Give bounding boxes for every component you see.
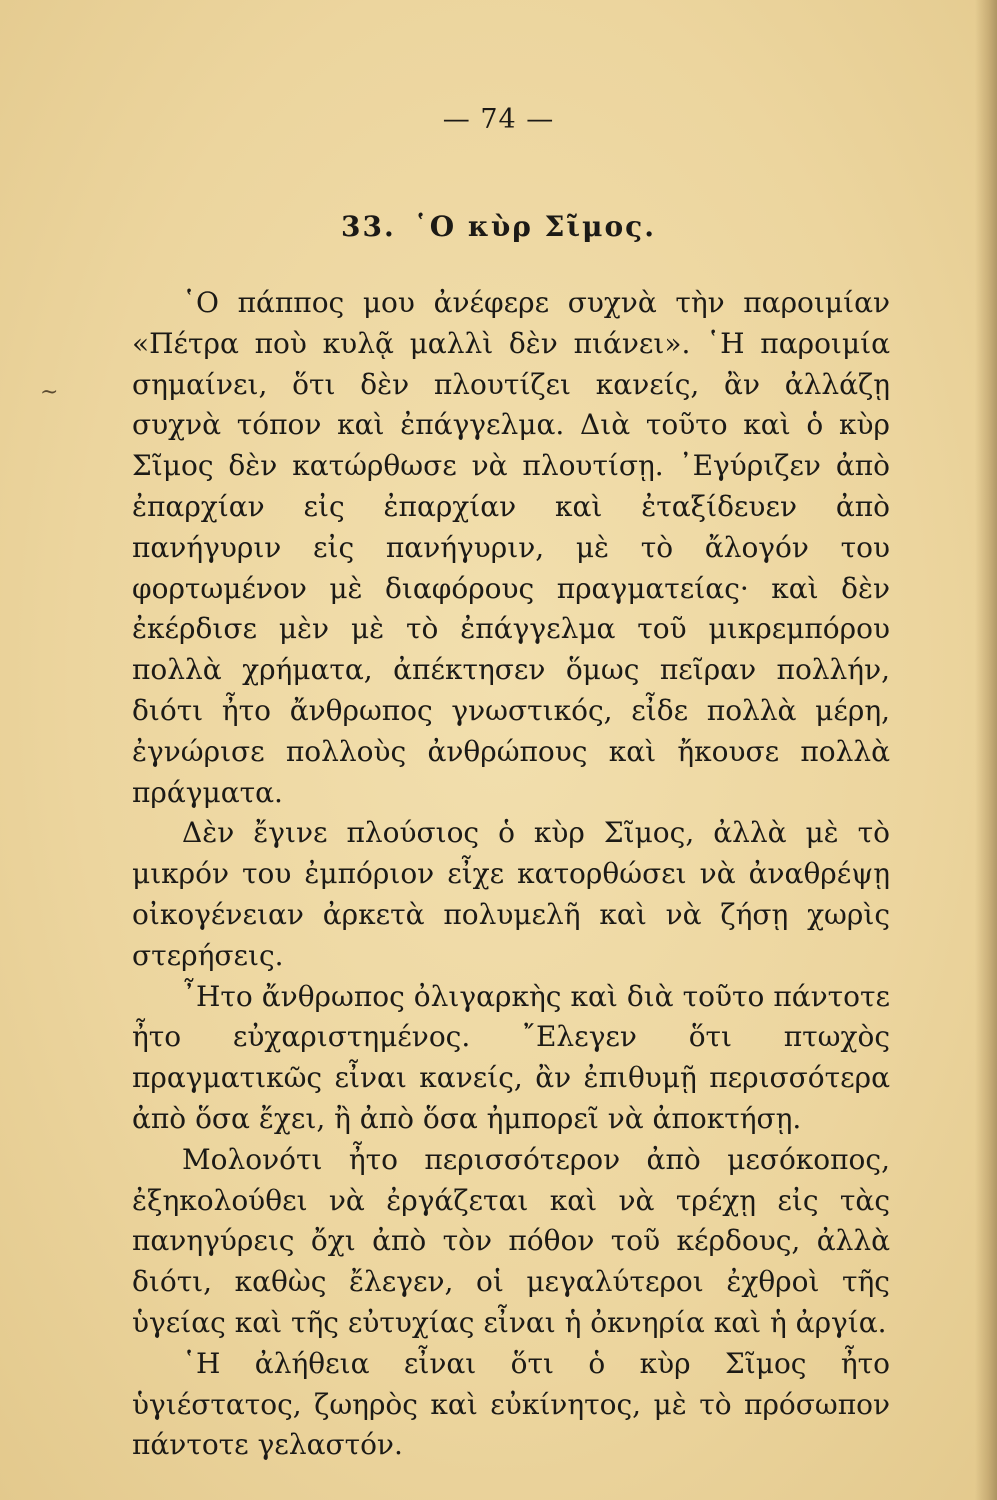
paragraph-5: ῾Η ἀλήθεια εἶναι ὅτι ὁ κὺρ Σῖμος ἦτο ὑγιέστατος, ζωηρὸς καὶ εὐκίνητος, μὲ τὸ πρόσωπον πάντοτε γελαστόν. bbox=[132, 1346, 890, 1462]
margin-mark: ~ bbox=[40, 380, 59, 405]
paragraph-1: ῾Ο πάππος μου ἀνέφερε συχνὰ τὴν παροιμίαν «Πέτρα ποὺ κυλᾷ μαλλὶ δὲν πιάνει». ῾Η παροιμία σημαίνει, ὅτι δὲν πλουτίζει κανείς, ἂν ἀλλάζῃ συχνὰ τόπον καὶ ἐπάγγελμα. Διὰ τοῦτο καὶ ὁ κὺρ Σῖμος δὲν κατώρθωσε νὰ πλουτίσῃ. ᾿Εγύριζεν ἀπὸ ἐπαρχίαν εἰς ἐπαρχίαν καὶ ἐταξίδευεν ἀπὸ πανήγυριν εἰς πανήγυριν, μὲ τὸ ἄλογόν του φορτωμένον μὲ διαφόρους πραγματείας· καὶ δὲν ἐκέρδισε μὲν μὲ τὸ ἐπάγγελμα τοῦ μικρεμπόρου πολλὰ χρήματα, ἀπέκτησεν ὅμως πεῖραν πολλήν, διότι ἦτο ἄνθρωπος γνωστικός, εἶδε πολλὰ μέρη, ἐγνώρισε πολλοὺς ἀνθρώπους καὶ ἤκουσε πολλὰ πράγματα. bbox=[132, 286, 890, 809]
paragraph-4: Μολονότι ἦτο περισσότερον ἀπὸ μεσόκοπος, ἐξηκολούθει νὰ ἐργάζεται καὶ νὰ τρέχῃ εἰς τὰς πανηγύρεις ὄχι ἀπὸ τὸν πόθον τοῦ κέρδους, ἀλλὰ διότι, καθὼς ἔλεγεν, οἱ μεγαλύτεροι ἐχθροὶ τῆς ὑγείας καὶ τῆς εὐτυχίας εἶναι ἡ ὀκνηρία καὶ ἡ ἀργία. bbox=[132, 1142, 890, 1339]
page-number: — 74 — bbox=[442, 104, 555, 135]
paragraph-3: ῏Ητο ἄνθρωπος ὀλιγαρκὴς καὶ διὰ τοῦτο πάντοτε ἦτο εὐχαριστημένος. ῎Ελεγεν ὅτι πτωχὸς πραγματικῶς εἶναι κανείς, ἂν ἐπιθυμῇ περισσότερα ἀπὸ ὅσα ἔχει, ἢ ἀπὸ ὅσα ἠμπορεῖ νὰ ἀποκτήσῃ. bbox=[132, 979, 890, 1135]
chapter-title bbox=[0, 210, 997, 243]
chapter-number: 33. bbox=[341, 210, 396, 243]
paragraph-2: Δὲν ἔγινε πλούσιος ὁ κὺρ Σῖμος, ἀλλὰ μὲ τὸ μικρόν του ἐμπόριον εἶχε κατορθώσει νὰ ἀναθρέψῃ οἰκογένειαν ἀρκετὰ πολυμελῆ καὶ νὰ ζήσῃ χωρὶς στερήσεις. bbox=[132, 816, 890, 972]
chapter-title-text: ῾Ο κὺρ Σῖμος. bbox=[413, 210, 656, 243]
body-text bbox=[132, 283, 890, 1466]
